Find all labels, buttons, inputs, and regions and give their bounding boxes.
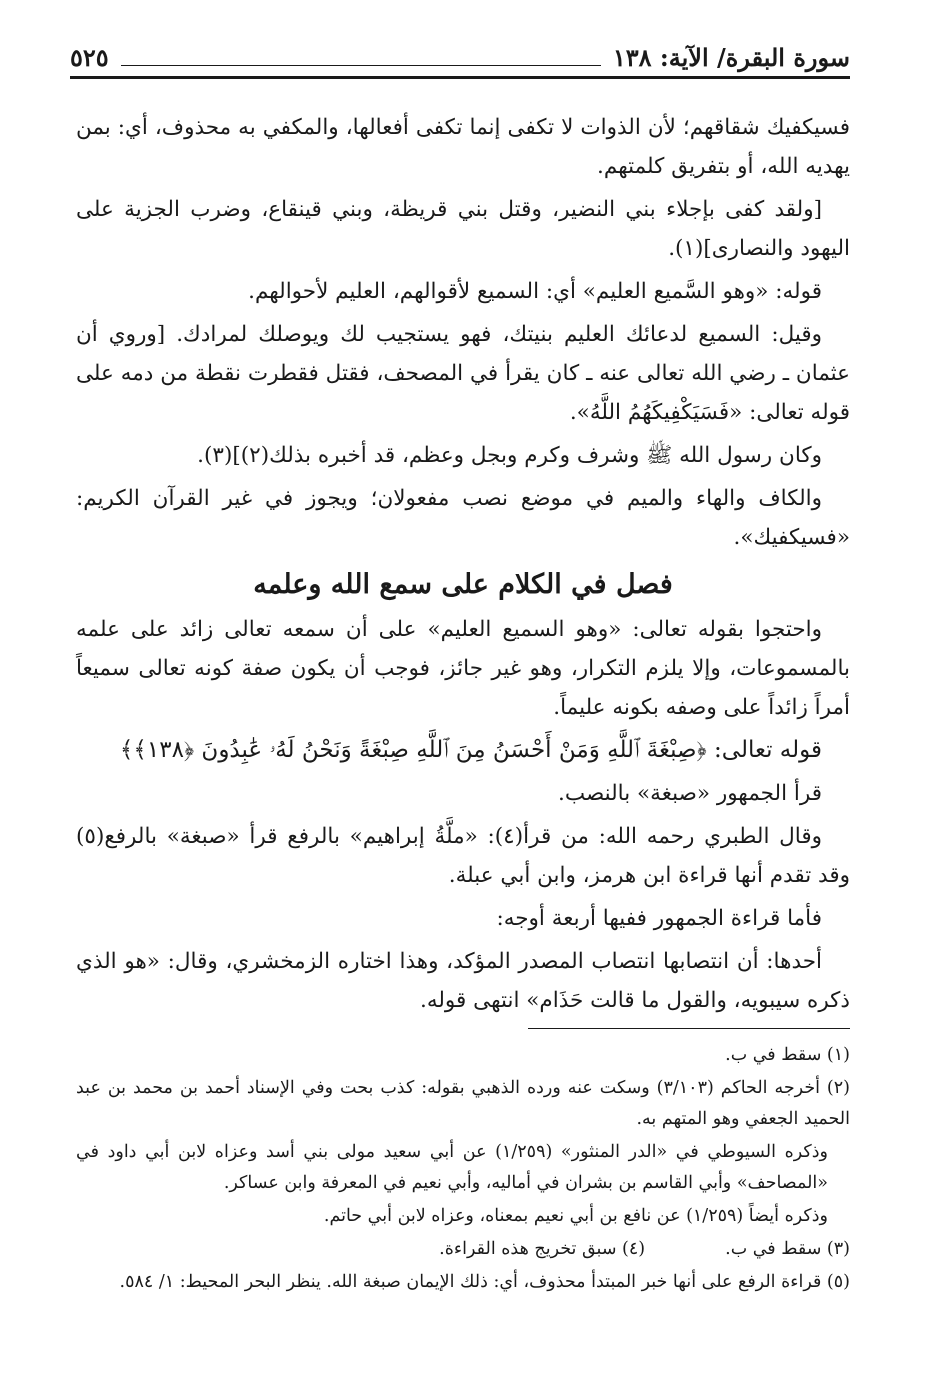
- paragraph-8: قرأ الجمهور «صبغة» بالنصب.: [558, 781, 822, 806]
- header-title: سورة البقرة/ الآية: ١٣٨: [612, 43, 850, 72]
- quran-verse: قوله تعالى: ﴿صِبْغَةَ ٱللَّهِ وَمَنْ أَحْسَنُ مِنَ ٱللَّهِ صِبْغَةً وَنَحْنُ لَهُۥ عَٰبِدُونَ ﴿١٣٨﴾﴾: [119, 737, 822, 763]
- paragraph-7: واحتجوا بقوله تعالى: «وهو السميع العليم» على أن سمعه تعالى زائد على علمه بالمسموعات، وإلا يلزم التكرار، وهو غير جائز، فوجب أن يكون صفة كونه تعالى سميعاً أمراً زائداً على وصفه بكونه عليماً.: [76, 617, 850, 720]
- footnote-4: (٤) سبق تخريج هذه القراءة.: [439, 1239, 646, 1259]
- paragraph-9: وقال الطبري رحمه الله: من قرأ(٤): «ملَّةُ إبراهيم» بالرفع قرأ «صبغة» بالرفع(٥) وقد تقدم أنها قراءة ابن هرمز، وابن أبي عبلة.: [76, 824, 850, 888]
- main-text: [76, 108, 850, 1024]
- footnote-separator: [528, 1028, 850, 1029]
- paragraph-3: قوله: «وهو السَّميع العليم» أي: السميع لأقوالهم، العليم لأحوالهم.: [248, 279, 822, 304]
- footnotes: [76, 1040, 850, 1300]
- paragraph-1: فسيكفيك شقاقهم؛ لأن الذوات لا تكفى إنما تكفى أفعالها، والمكفي به محذوف، أي: بمن يهديه الله، أو بتفريق كلمتهم.: [76, 115, 850, 179]
- paragraph-11: أحدها: أن انتصابها انتصاب المصدر المؤكد، وهذا اختاره الزمخشري، وقال: «هو الذي ذكره سيبويه، والقول ما قالت حَذَام» انتهى قوله.: [76, 949, 850, 1013]
- header-rule: [121, 65, 601, 66]
- paragraph-5: وكان رسول الله ﷺ وشرف وكرم وبجل وعظم، قد أخبره بذلك(٢)](٣).: [197, 443, 822, 468]
- running-header: [70, 40, 850, 79]
- paragraph-6: والكاف والهاء والميم في موضع نصب مفعولان؛ ويجوز في غير القرآن الكريم: «فسيكفيك».: [76, 486, 850, 550]
- footnote-3: (٣) سقط في ب.: [725, 1239, 850, 1259]
- paragraph-10: فأما قراءة الجمهور ففيها أربعة أوجه:: [496, 906, 822, 931]
- paragraph-2: [ولقد كفى بإجلاء بني النضير، وقتل بني قريظة، وبني قينقاع، وضرب الجزية على اليهود والنصارى](١).: [76, 197, 850, 261]
- footnote-2-continued: وذكره السيوطي في «الدر المنثور» (١/٢٥٩) عن أبي سعيد مولى بني أسد وعزاه لابن أبي داود في «المصاحف» وأبي القاسم بن بشران في أماليه، وأبي نعيم في المعرفة وابن عساكر.: [76, 1142, 829, 1193]
- page-number: ٥٢٥: [70, 43, 109, 72]
- footnote-2-continued-2: وذكره أيضاً (١/٢٥٩) عن نافع بن أبي نعيم بمعناه، وعزاه لابن أبي حاتم.: [323, 1206, 828, 1226]
- section-heading: فصل في الكلام على سمع الله وعلمه: [253, 569, 673, 600]
- footnote-2: (٢) أخرجه الحاكم (٣/١٠٣) وسكت عنه ورده الذهبي بقوله: كذب بحت وفي الإسناد أحمد بن محمد بن عبد الحميد الجعفي وهو المتهم به.: [76, 1078, 850, 1129]
- paragraph-4: وقيل: السميع لدعائك العليم بنيتك، فهو يستجيب لك ويوصلك لمرادك. [وروي أن عثمان ـ رضي الله تعالى عنه ـ كان يقرأ في المصحف، فقتل فقطرت نقطة من دمه على قوله تعالى: «فَسَيَكْفِيكَهُمُ اللَّهُ».: [76, 322, 850, 425]
- footnote-5: (٥) قراءة الرفع على أنها خبر المبتدأ محذوف، أي: ذلك الإيمان صبغة الله. ينظر البحر المحيط: ١/ ٥٨٤.: [119, 1272, 850, 1292]
- footnotes-3-4-row: [76, 1234, 850, 1267]
- footnote-1: (١) سقط في ب.: [725, 1045, 850, 1065]
